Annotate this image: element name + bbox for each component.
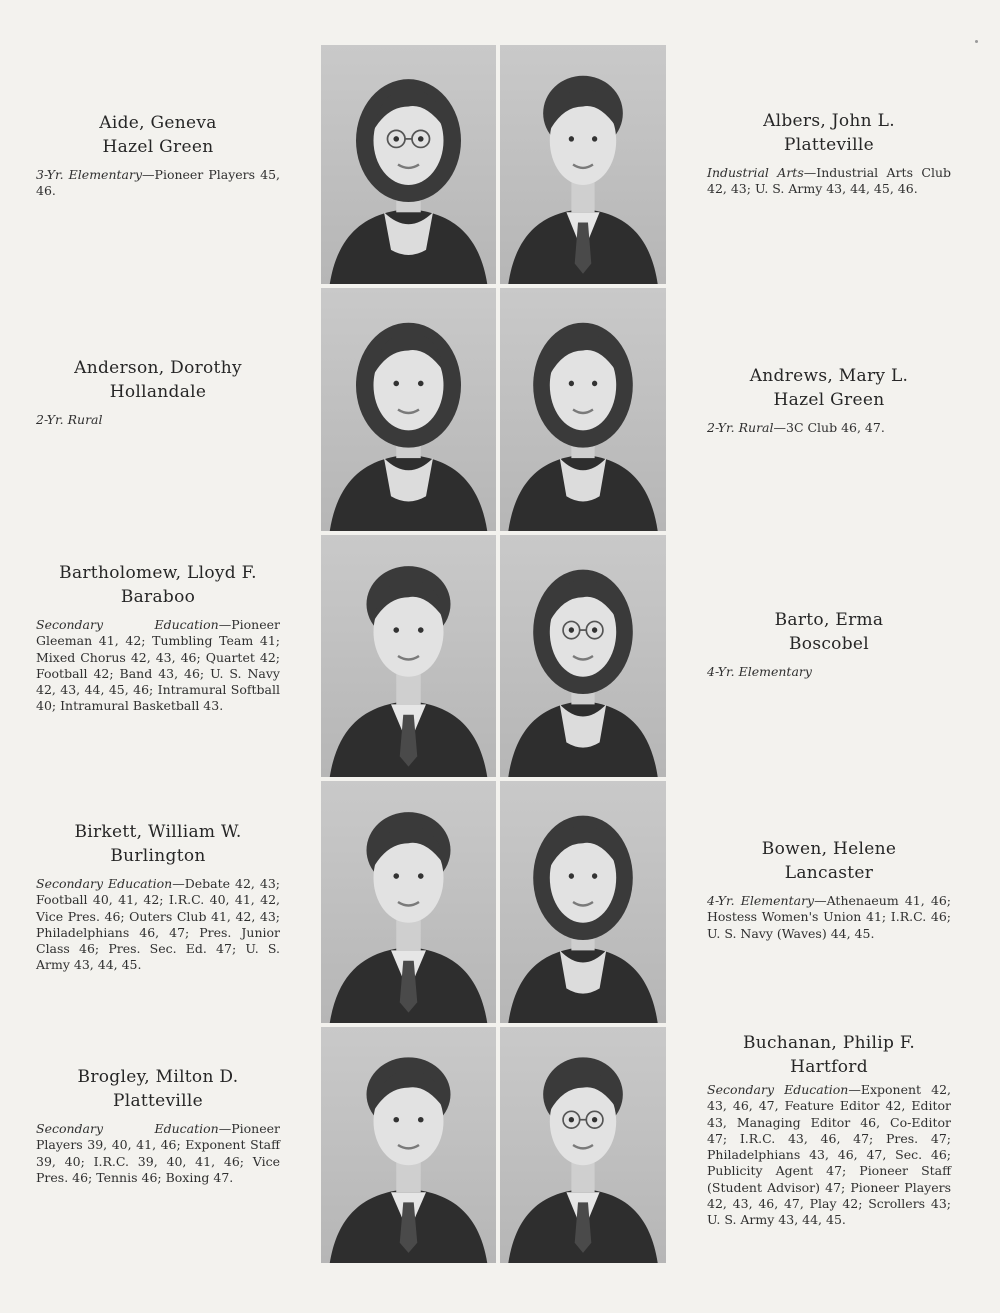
entry-albers <box>707 109 951 198</box>
entry-brogley <box>36 1065 280 1186</box>
portrait-eye <box>393 873 399 879</box>
student-name: Andrews, Mary L. <box>749 366 909 386</box>
portrait-eye <box>418 627 424 633</box>
student-bio <box>36 617 280 715</box>
student-bio <box>36 167 280 200</box>
portrait-figure <box>321 535 496 777</box>
student-name: Bartholomew, Lloyd F. <box>59 563 257 583</box>
student-activities: —Exponent 42, 43, 46, 47, Feature Editor 42, Editor 43, Managing Editor 46, Co-Editor 47; I.R.C. 43, 46, 47; Pres. 47; Philadelphians 43, 46, 47, Sec. 46; Publicity Agent 47; Pioneer Staff (Student Advisor) 47; Pioneer Players 42, 43, 46, 47, Play 42; Scrollers 43; U. S. Army 43, 44, 45. <box>707 1082 951 1228</box>
portrait-birkett <box>321 781 496 1023</box>
portrait-eye <box>418 873 424 879</box>
student-hometown: Boscobel <box>789 634 869 654</box>
portrait-eye <box>569 381 574 387</box>
student-hometown: Hazel Green <box>102 137 214 157</box>
student-activities: —Pioneer Players 39, 40, 41, 46; Exponent Staff 39, 40; I.R.C. 39, 40, 41, 46; Vice Pres. 46; Tennis 46; Boxing 47. <box>36 1121 280 1185</box>
portrait-eye <box>393 1117 399 1122</box>
student-activities: —Pioneer Gleeman 41, 42; Tumbling Team 41; Mixed Chorus 42, 43, 46; Quartet 42; Football 42; Band 43, 46; U. S. Navy 42, 43, 44, 45, 46; Intramural Softball 40; Intramural Basketball 43. <box>36 617 280 714</box>
student-activities: —Athenaeum 41, 46; Hostess Women's Union 41; I.R.C. 46; U. S. Navy (Waves) 44, 45. <box>707 893 951 941</box>
portrait-barto <box>500 535 666 777</box>
portrait-eye <box>418 136 424 141</box>
portrait-eye <box>393 381 399 387</box>
student-name: Albers, John L. <box>763 111 895 131</box>
student-bio <box>707 420 951 436</box>
portrait-neck <box>571 1162 594 1192</box>
portrait-anderson <box>321 288 496 531</box>
portrait-figure <box>500 781 666 1023</box>
portrait-figure <box>500 1027 666 1263</box>
entry-birkett <box>36 820 280 974</box>
student-course: 2-Yr. Rural <box>707 420 774 435</box>
entry-anderson <box>36 356 280 428</box>
student-hometown: Platteville <box>112 1091 203 1111</box>
student-course: Secondary Education <box>707 1082 849 1097</box>
student-course: 4-Yr. Elementary <box>707 893 815 908</box>
portrait-eye <box>592 136 597 141</box>
student-name: Birkett, William W. <box>74 822 242 842</box>
student-name: Barto, Erma <box>774 610 884 630</box>
student-course: Secondary Education <box>36 876 173 891</box>
student-activities: —Debate 42, 43; Football 40, 41, 42; I.R.C. 40, 41, 42, Vice Pres. 46; Outers Club 41, 42, 43; Philadelphians 46, 47; Pres. Junior Class 46; Pres. Sec. Ed. 47; U. S. Army 43, 44, 45. <box>36 876 280 973</box>
student-bio <box>36 412 280 428</box>
student-hometown: Baraboo <box>120 587 196 607</box>
student-bio <box>707 893 951 942</box>
entry-buchanan <box>707 1031 951 1229</box>
student-bio <box>707 1082 951 1229</box>
entry-bartholomew <box>36 561 280 715</box>
student-hometown: Burlington <box>110 846 206 866</box>
entry-barto <box>707 608 951 680</box>
portrait-neck <box>396 1162 421 1192</box>
portrait-figure <box>321 288 496 531</box>
portrait-figure <box>500 535 666 777</box>
student-name: Buchanan, Philip F. <box>742 1033 916 1053</box>
portrait-eye <box>592 381 597 387</box>
entry-andrews <box>707 364 951 436</box>
entry-bowen <box>707 837 951 942</box>
portrait-neck <box>571 182 594 213</box>
portrait-brogley <box>321 1027 496 1263</box>
student-bio <box>707 165 951 198</box>
portrait-eye <box>569 873 574 879</box>
portrait-neck <box>396 673 421 704</box>
portrait-eye <box>569 627 574 633</box>
student-name: Brogley, Milton D. <box>77 1067 239 1087</box>
student-bio <box>707 664 951 680</box>
student-hometown: Hartford <box>790 1057 868 1077</box>
paper-speck <box>975 40 978 43</box>
portrait-eye <box>569 136 574 141</box>
portrait-neck <box>396 919 421 950</box>
student-activities: —Industrial Arts Club 42, 43; U. S. Army 43, 44, 45, 46. <box>707 165 951 197</box>
student-course: 3-Yr. Elementary <box>36 167 143 182</box>
portrait-figure <box>321 45 496 284</box>
student-course: Secondary Education <box>36 617 219 632</box>
student-name: Aide, Geneva <box>99 113 217 133</box>
portrait-figure <box>321 781 496 1023</box>
portrait-bartholomew <box>321 535 496 777</box>
entry-aide <box>36 111 280 200</box>
portrait-aide <box>321 45 496 284</box>
portrait-figure <box>500 288 666 531</box>
portrait-eye <box>569 1117 574 1122</box>
portrait-eye <box>393 627 399 633</box>
student-hometown: Lancaster <box>784 863 874 883</box>
student-activities: —Pioneer Players 45, 46. <box>36 167 280 199</box>
portrait-eye <box>592 873 597 879</box>
portrait-buchanan <box>500 1027 666 1263</box>
student-course: 2-Yr. Rural <box>36 412 103 427</box>
portrait-figure <box>500 45 666 284</box>
student-name: Anderson, Dorothy <box>74 358 242 378</box>
student-course: Secondary Education <box>36 1121 219 1136</box>
student-name: Bowen, Helene <box>761 839 897 859</box>
student-course: Industrial Arts <box>707 165 804 180</box>
portrait-eye <box>592 627 597 633</box>
student-activities: —3C Club 46, 47. <box>773 420 885 435</box>
student-hometown: Platteville <box>783 135 874 155</box>
portrait-figure <box>321 1027 496 1263</box>
student-bio <box>36 1121 280 1186</box>
student-course: 4-Yr. Elementary <box>707 664 812 679</box>
portrait-eye <box>418 381 424 387</box>
portrait-bowen <box>500 781 666 1023</box>
portrait-albers <box>500 45 666 284</box>
student-hometown: Hollandale <box>109 382 207 402</box>
portrait-eye <box>418 1117 424 1122</box>
portrait-eye <box>393 136 399 141</box>
student-hometown: Hazel Green <box>773 390 885 410</box>
portrait-eye <box>592 1117 597 1122</box>
portrait-andrews <box>500 288 666 531</box>
student-bio <box>36 876 280 974</box>
